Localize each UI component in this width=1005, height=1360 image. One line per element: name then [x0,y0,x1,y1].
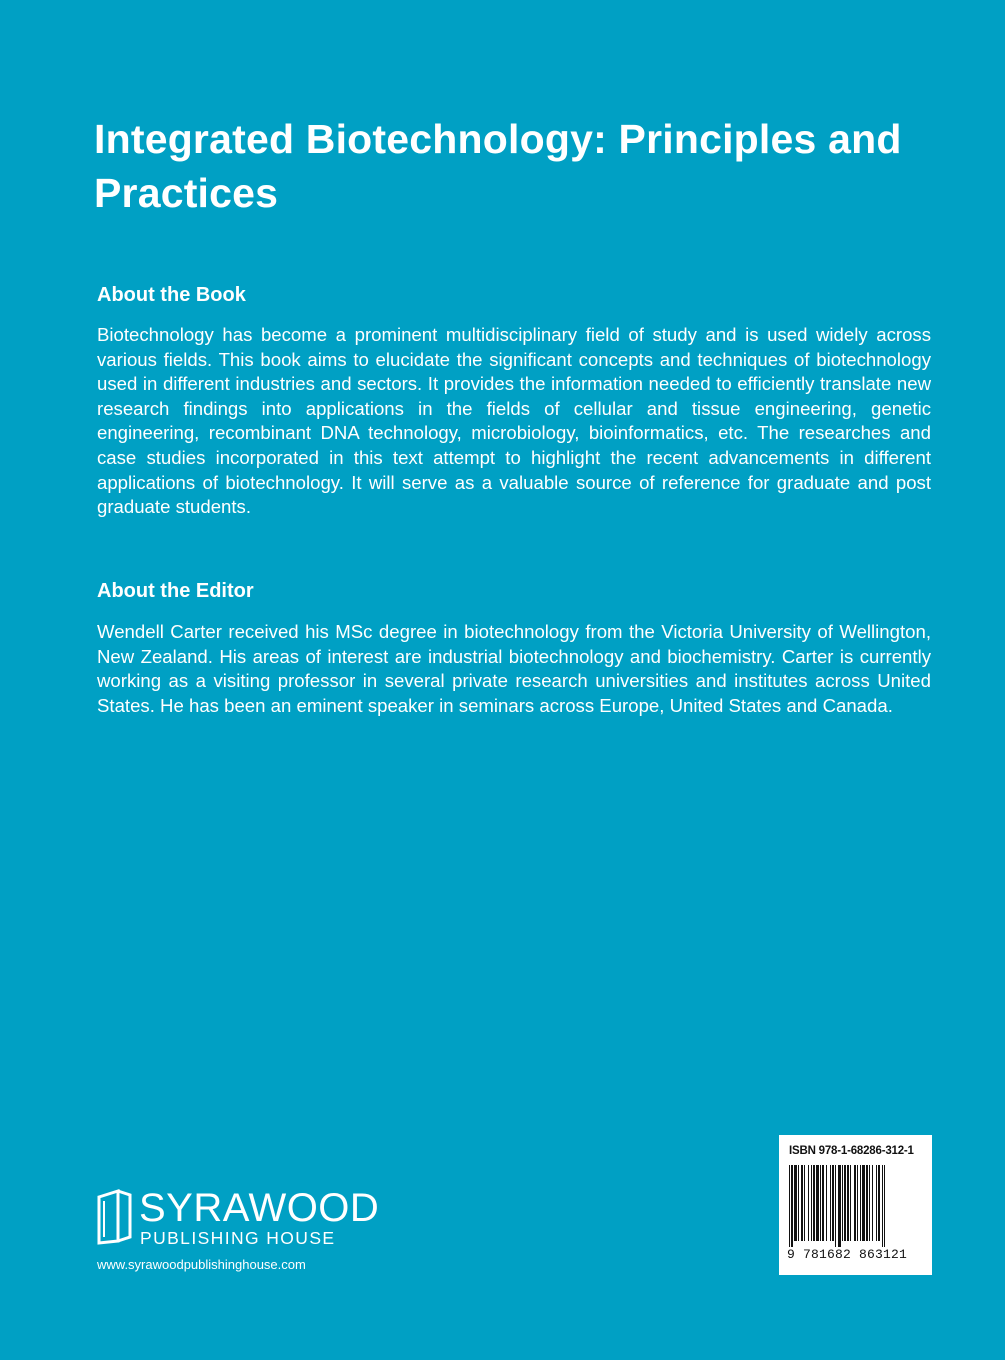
barcode-bar [801,1165,803,1241]
barcode-bar [847,1165,849,1241]
barcode-bar [860,1165,861,1241]
barcode-bar [869,1165,870,1241]
barcode-bar [798,1165,799,1241]
publisher-name: SYRAWOOD [139,1186,380,1230]
barcode-bar [832,1165,834,1241]
barcode-bar [794,1165,797,1241]
barcode-bar [842,1165,843,1241]
barcode-bar [804,1165,805,1241]
barcode-bar [876,1165,877,1241]
barcode-bar [862,1165,865,1241]
barcode-bar [838,1165,841,1247]
barcode-bar [791,1165,793,1247]
publisher-website: www.syrawoodpublishinghouse.com [97,1257,306,1272]
barcode-bar [854,1165,856,1241]
publisher-subtitle: PUBLISHING HOUSE [140,1228,336,1248]
barcode-bar [844,1165,846,1241]
about-editor-text: Wendell Carter received his MSc degree in biotechnology from the Victoria University of Wellington, New Zealand. His areas of interest are industrial biotechnology and biochemistry. Carter is currently working as a visiting professor in several private research universities and institutes across United States. He has been an eminent speaker in seminars across Europe, United States and Canada. [97,621,931,716]
about-book-heading: About the Book [97,284,246,306]
about-editor-heading: About the Editor [97,580,254,602]
barcode-bar [789,1165,790,1247]
isbn-barcode [779,1135,932,1275]
barcode-digits: 9 781682 863121 [787,1247,908,1262]
open-book-icon [96,1187,136,1245]
about-book-text: Biotechnology has become a prominent multidisciplinary field of study and is used widely across various fields. This book aims to elucidate the significant concepts and techniques of biotechnology used in different industries and sectors. It provides the information needed to efficiently translate new research findings into applications in the fields of cellular and tissue engineering, genetic engineering, recombinant DNA technology, microbiology, bioinformatics, etc. The researches and case studies incorporated in this text attempt to highlight the recent advancements in different applications of biotechnology. It will serve as a valuable source of reference for graduate and post graduate students. [97,324,931,518]
barcode-bar [882,1165,883,1247]
barcode-bar [866,1165,868,1241]
barcode-bar [850,1165,851,1241]
book-title: Integrated Biotechnology: Principles and Practices [94,116,902,216]
barcode-bars [789,1165,923,1247]
barcode-bar [878,1165,880,1241]
barcode-bar [884,1165,885,1247]
barcode-bar [816,1165,819,1241]
barcode-bar [835,1165,836,1247]
barcode-bar [830,1165,831,1241]
barcode-bar [820,1165,821,1241]
barcode-bar [813,1165,815,1241]
barcode-bar [826,1165,827,1241]
barcode-bar [811,1165,812,1241]
isbn-label: ISBN 978-1-68286-312-1 [789,1145,914,1157]
barcode-bar [808,1165,809,1241]
barcode-bar [872,1165,873,1241]
barcode-bar [857,1165,858,1241]
barcode-bar [822,1165,824,1241]
